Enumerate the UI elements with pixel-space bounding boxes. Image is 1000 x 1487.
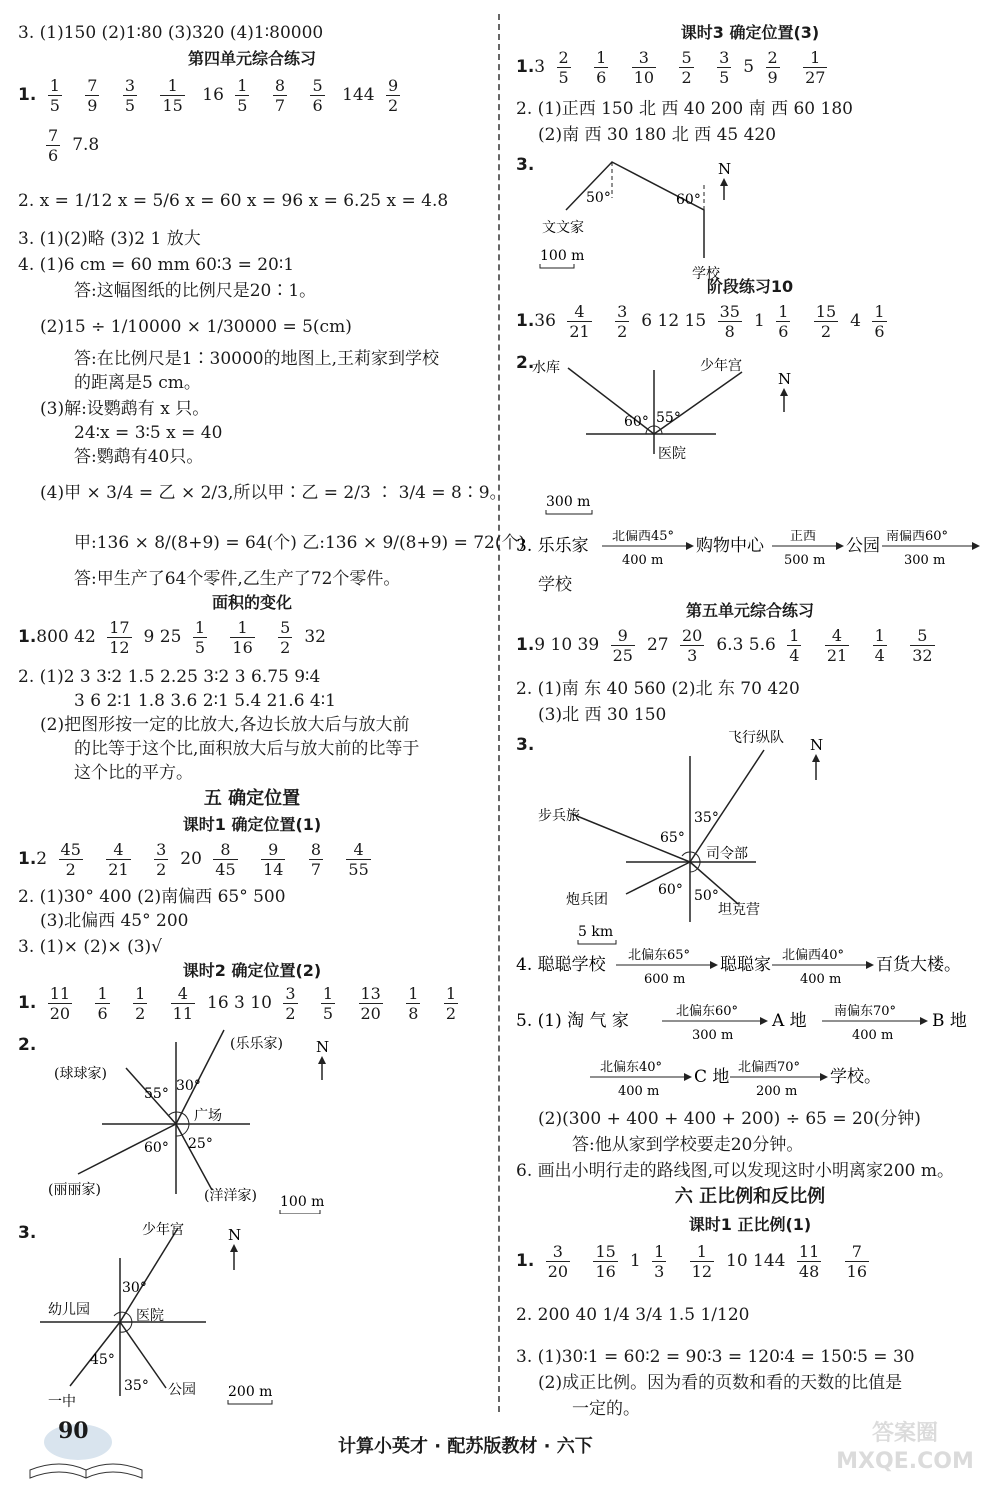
line: (2)15 ÷ 1/10000 × 1/30000 = 5(cm) [40, 317, 352, 337]
line: 3. (1)(2)略 (3)2 1 放大 [18, 229, 201, 249]
route-line-3 [516, 1004, 984, 1044]
section-title: 第四单元综合练习 [187, 49, 316, 68]
svg-text:60°: 60° [144, 1140, 169, 1156]
svg-text:3. 乐乐家: 3. 乐乐家 [516, 536, 589, 556]
line: 3. (1)30∶1 = 60∶2 = 90∶3 = 120∶4 = 150∶5 = 30 [516, 1347, 915, 1367]
svg-text:北偏西40°: 北偏西40° [782, 948, 845, 963]
line: (3)北偏西 45° 200 [40, 911, 189, 931]
line: (3)北 西 30 150 [538, 705, 667, 725]
svg-text:文文家: 文文家 [542, 220, 584, 236]
line: 3. (1)150 (2)1∶80 (3)320 (4)1∶80000 [18, 23, 324, 43]
line: 学校 [538, 575, 572, 595]
svg-text:300 m: 300 m [546, 494, 591, 510]
svg-text:400 m: 400 m [622, 553, 664, 568]
svg-text:60°: 60° [624, 414, 649, 430]
svg-text:60°: 60° [658, 882, 683, 898]
svg-text:60°: 60° [676, 192, 701, 208]
section-title: 面积的变化 [211, 593, 292, 612]
svg-text:医院: 医院 [658, 446, 686, 462]
svg-text:水库: 水库 [532, 360, 560, 376]
svg-text:北偏西70°: 北偏西70° [738, 1060, 801, 1075]
svg-text:5 km: 5 km [578, 924, 614, 940]
line: 2. (1)30° 400 (2)南偏西 65° 500 [18, 887, 286, 907]
direction-diagram-4 [516, 726, 984, 946]
svg-text:正西: 正西 [790, 530, 817, 544]
lesson-title: 课时2 确定位置(2) [182, 961, 322, 980]
answer-line: 1.800 42 $\frac{17}{12}$ 9 25 $\frac{1}{5}$ $\frac{1}{16}$ $\frac{5}{2}$ 32 [18, 618, 326, 657]
svg-text:200 m: 200 m [228, 1384, 273, 1400]
svg-text:B 地: B 地 [932, 1011, 967, 1031]
svg-text:30°: 30° [176, 1078, 201, 1094]
book-title: 计算小英才 · 配苏版教材 · 六下 [338, 1436, 593, 1457]
chapter-title: 六 正比例和反比例 [674, 1186, 826, 1207]
svg-text:N: N [718, 160, 732, 178]
svg-text:200 m: 200 m [756, 1084, 798, 1099]
watermark: 答案圈 MXQE.COM [836, 1421, 974, 1474]
line: 这个比的平方。 [74, 763, 193, 783]
svg-text:司令部: 司令部 [706, 846, 748, 862]
answer-line: 1.36 $\frac{4}{21}$ $\frac{3}{2}$ 6 12 15 $\frac{35}{8}$ 1 $\frac{1}{6}$ $\frac{15}{2}$ 4 $\frac{1}{6}$ [516, 302, 885, 341]
svg-text:35°: 35° [124, 1378, 149, 1394]
line: 2. (1)南 东 40 560 (2)北 东 70 420 [516, 679, 800, 699]
lesson-title: 阶段练习10 [706, 277, 794, 296]
line: 的距离是5 cm。 [74, 373, 201, 393]
line: 4. (1)6 cm = 60 mm 60∶3 = 20∶1 [18, 255, 295, 275]
line: 2. x = 1/12 x = 5/6 x = 60 x = 96 x = 6.25 x = 4.8 [18, 191, 449, 211]
direction-diagram-1 [18, 1024, 486, 1214]
lesson-title: 课时1 正比例(1) [688, 1215, 812, 1234]
svg-text:坦克营: 坦克营 [718, 902, 760, 918]
svg-text:北偏西45°: 北偏西45° [612, 530, 675, 544]
line: 答:鹦鹉有40只。 [74, 447, 204, 467]
svg-text:400 m: 400 m [852, 1028, 894, 1043]
svg-text:一中: 一中 [48, 1394, 76, 1410]
svg-text:300 m: 300 m [692, 1028, 734, 1043]
line: 答:甲生产了64个零件,乙生产了72个零件。 [74, 569, 401, 589]
svg-text:45°: 45° [90, 1352, 115, 1368]
label: (乐乐家) [230, 1036, 283, 1052]
svg-text:步兵旅: 步兵旅 [538, 808, 580, 824]
svg-text:医院: 医院 [136, 1308, 164, 1324]
svg-text:聪聪家: 聪聪家 [720, 955, 771, 975]
lesson-title: 课时1 确定位置(1) [182, 815, 322, 834]
line: 答:这幅图纸的比例尺是20∶1。 [74, 281, 317, 301]
route-line-2 [516, 948, 984, 988]
line: (2)南 西 30 180 北 西 45 420 [538, 125, 777, 145]
answer-line: 1.3 $\frac{2}{5}$ $\frac{1}{6}$ $\frac{3}{10}$ $\frac{5}{2}$ $\frac{3}{5}$ 5 $\frac{2}{9}$ $\frac{1}{27}$ [516, 48, 826, 87]
line: (2)把图形按一定的比放大,各边长放大后与放大前 [40, 715, 410, 735]
svg-text:C 地: C 地 [694, 1067, 730, 1087]
svg-text:600 m: 600 m [644, 972, 686, 987]
line: 的比等于这个比,面积放大后与放大前的比等于 [74, 739, 420, 759]
line: 6. 画出小明行走的路线图,可以发现这时小明离家200 m。 [516, 1161, 954, 1181]
line: 24∶x = 3∶5 x = 40 [74, 423, 223, 443]
svg-text:百货大楼。: 百货大楼。 [876, 955, 961, 975]
svg-text:学校。: 学校。 [830, 1067, 881, 1087]
line: 2. (1)正西 150 北 西 40 200 南 西 60 180 [516, 99, 853, 119]
line: 答:他从家到学校要走20分钟。 [572, 1135, 804, 1155]
svg-text:400 m: 400 m [618, 1084, 660, 1099]
svg-text:炮兵团: 炮兵团 [566, 892, 608, 908]
svg-text:飞行纵队: 飞行纵队 [728, 730, 784, 746]
svg-text:55°: 55° [144, 1086, 169, 1102]
line: 一定的。 [572, 1399, 640, 1419]
answer-line: 1. $\frac{1}{5}$ $\frac{7}{9}$ $\frac{3}{5}$ $\frac{1}{15}$ 16 $\frac{1}{5}$ $\frac{8}{7}$ $\frac{5}{6}$ 144 $\frac{9}{2}$ [18, 76, 399, 115]
answer-line: 1.2 $\frac{45}{2}$ $\frac{4}{21}$ $\frac{3}{2}$ 20 $\frac{8}{45}$ $\frac{9}{14}$ $\frac{8}{7}$ $\frac{4}{55}$ [18, 840, 369, 879]
svg-text:100 m: 100 m [280, 1194, 325, 1210]
svg-text:公园: 公园 [846, 536, 880, 556]
svg-text:幼儿园: 幼儿园 [48, 1302, 90, 1318]
svg-text:N: N [810, 736, 824, 754]
direction-diagram-3 [516, 348, 984, 516]
svg-text:公园: 公园 [168, 1382, 196, 1398]
svg-text:25°: 25° [188, 1136, 213, 1152]
svg-text:50°: 50° [694, 888, 719, 904]
label: (丽丽家) [48, 1182, 101, 1198]
svg-text:北偏东65°: 北偏东65° [628, 948, 691, 963]
svg-text:35°: 35° [694, 810, 719, 826]
line: 答:在比例尺是1∶30000的地图上,王莉家到学校 [74, 349, 440, 369]
route-line-4 [516, 1060, 984, 1100]
line: (2)成正比例。因为看的页数和看的天数的比值是 [538, 1373, 903, 1393]
line: 甲:136 × 8/(8+9) = 64(个) 乙:136 × 9/(8+9) = 72(个) [74, 533, 526, 553]
svg-text:65°: 65° [660, 830, 685, 846]
section-title: 第五单元综合练习 [685, 601, 814, 620]
svg-text:北偏东40°: 北偏东40° [600, 1060, 663, 1075]
svg-text:500 m: 500 m [784, 553, 826, 568]
svg-text:购物中心: 购物中心 [696, 536, 764, 556]
svg-text:学校: 学校 [692, 266, 720, 282]
chapter-title: 五 确定位置 [203, 788, 301, 809]
label: (洋洋家) [204, 1188, 257, 1204]
svg-text:30°: 30° [122, 1280, 147, 1296]
direction-diagram-2 [18, 1210, 486, 1416]
svg-text:300 m: 300 m [904, 553, 946, 568]
svg-text:A 地: A 地 [772, 1011, 807, 1031]
svg-text:5. (1) 淘 气 家: 5. (1) 淘 气 家 [516, 1011, 629, 1031]
answer-line: 1. $\frac{3}{20}$ $\frac{15}{16}$ 1 $\frac{1}{3}$ $\frac{1}{12}$ 10 144 $\frac{11}{48}$ $\frac{7}{16}$ [516, 1242, 868, 1281]
svg-text:少年宫: 少年宫 [700, 358, 742, 374]
column-divider [498, 14, 500, 1412]
svg-text:55°: 55° [656, 410, 681, 426]
line: (4)甲 × 3/4 = 乙 × 2/3,所以甲∶乙 = 2/3 ∶ 3/4 = 8∶9。 [40, 483, 507, 503]
svg-text:南偏东70°: 南偏东70° [834, 1004, 897, 1019]
answer-line: $\frac{7}{6}$ 7.8 [48, 126, 100, 165]
label: 广场 [194, 1108, 222, 1124]
svg-text:100 m: 100 m [540, 248, 585, 264]
label: (球球家) [54, 1066, 107, 1082]
answer-line: 1.9 10 39 $\frac{9}{25}$ 27 $\frac{20}{3}$ 6.3 5.6 $\frac{1}{4}$ $\frac{4}{21}$ $\frac{1}{4}$ $\frac{5}{32}$ [516, 626, 933, 665]
north-label: N [316, 1038, 330, 1056]
line: (3)解:设鹦鹉有 x 只。 [40, 399, 210, 419]
svg-text:N: N [778, 370, 792, 388]
route-diagram [516, 148, 984, 284]
answer-line: 1. $\frac{11}{20}$ $\frac{1}{6}$ $\frac{1}{2}$ $\frac{4}{11}$ 16 3 10 $\frac{3}{2}$ $\frac{1}{5}$ $\frac{13}{20}$ $\frac{1}{8}$ $\frac{1}{2}$ [18, 984, 457, 1023]
svg-text:北偏东60°: 北偏东60° [676, 1004, 739, 1019]
svg-text:50°: 50° [586, 190, 611, 206]
line: 3. (1)× (2)× (3)√ [18, 937, 162, 957]
route-line-1 [516, 530, 984, 570]
page-number: 90 [58, 1418, 89, 1444]
svg-text:400 m: 400 m [800, 972, 842, 987]
svg-text:4. 聪聪学校: 4. 聪聪学校 [516, 955, 606, 975]
line: (2)(300 + 400 + 400 + 200) ÷ 65 = 20(分钟) [538, 1109, 921, 1129]
svg-text:N: N [228, 1226, 242, 1244]
line: 2. (1)2 3 3∶2 1.5 2.25 3∶2 3 6.75 9∶4 [18, 667, 321, 687]
svg-text:南偏西60°: 南偏西60° [886, 530, 949, 544]
svg-text:少年宫: 少年宫 [142, 1222, 184, 1238]
line: 3 6 2∶1 1.8 3.6 2∶1 5.4 21.6 4∶1 [74, 691, 336, 711]
lesson-title: 课时3 确定位置(3) [680, 23, 820, 42]
line: 2. 200 40 1/4 3/4 1.5 1/120 [516, 1305, 750, 1325]
book-icon [20, 1418, 160, 1487]
